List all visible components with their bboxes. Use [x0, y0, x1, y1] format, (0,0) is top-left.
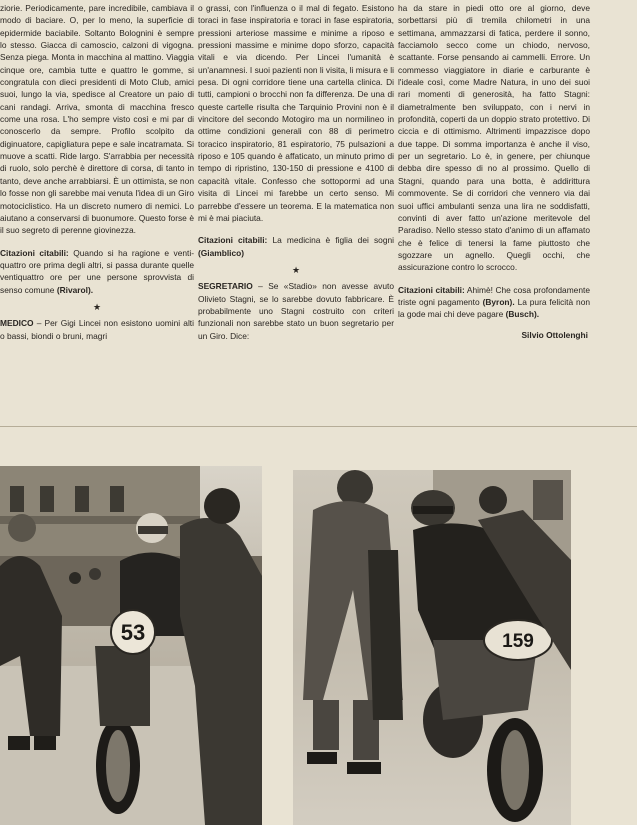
photo-rider-53: [0, 466, 262, 825]
quote-paragraph: [398, 284, 590, 321]
section-star: ★: [92, 301, 102, 312]
quote-text: Quando si ha ragione e venti-quattro ore prima degli altri, si passa durante quelle ventiquattro ore per une persone sprovvista di senso comune: [0, 247, 194, 295]
segretario-text: – Se «Stadio» non avesse avuto Olivieto Stagni, se lo sarebbe dovuto fabbricare. È probabilmente uno Stagni costruito con criteri funzionali non sarebbe stato un buon segretario per un Giro. Dice:: [198, 281, 394, 341]
article-paragraph: ha da stare in piedi otto ore al giorno, deve sorbettarsi più di tremila chilometri in una settimana, ammazzarsi di fatica, perdere il sonno, facciamolo secco come un chiodo, nervoso, scattante. Forse pensando ai cammelli. Errore. Un commesso viaggiatore in diarie e carburante è l'ideale così, come Madre Natura, in uno dei suoi rari momenti di generosità, ha fatto Stagni: diametralmente ben sviluppato, con i nervi in profondità, coperti da un doppio strato protettivo. Di ciccia e di ottimismo. Altrimenti impazzisce dopo due tappe. Di somma importanza è anche il viso, per un segretario. Lo è, in genere, per chiunque debba dire spesso di no al prossimo. Quello di Stagni, quando para una botta, è addirittura commovente. Se di corridori che vennero via dai suoi uffici ambulanti senza una lira ne soddisfatti, convinti di aver fatto un'azione meritevole del Paradiso. Nello stesso stato d'animo di un affamato che è felice di tenersi la fame piuttosto che sgozzare un agnello. Quegli occhi, che assicurazione contro lo scrocco.: [398, 3, 590, 273]
article-paragraph: o grassi, con l'influenza o il mal di fegato. Esistono toraci in fase inspiratoria e toraci in fase espiratoria, pressioni arteriose massime e minime a riposo e pressioni massime e minime dopo sforzo, capacità vitali e via dicendo. Per Lincei l'umanità è un'anamnesi. I suoi pazienti non li visita, li misura e li pesa. Di ogni corridore tiene una cartella clinica. Di tutti, campioni o brocchi non fa differenza. De una di queste cartelle risulta che Tarquinio Provini non è il vincitore del secondo Motogiro ma un normilineo in ottime condizioni generali con 88 di perimetro toracico inspiratorio, 81 espiratorio, 75 pulsazioni a riposo e 105 quando è affaticato, un minuto primo di tempo di ripristino, 130-150 di pressione e 4100 di capacità vitale. Confesso che sottopormi ad una visita di Lincei mi farebbe un certo senso. Mi parrebbe d'essere un teorema. E la matematica non mi è mai piaciuta.: [198, 3, 394, 223]
quote-paragraph: [198, 234, 394, 259]
race-number-label: 159: [502, 631, 534, 652]
quote-author: (Byron).: [482, 296, 515, 307]
quote-label: Citazioni citabili:: [398, 284, 465, 295]
quote-paragraph: [0, 247, 194, 296]
article-paragraph: ziorie. Periodicamente, pare incredibile, cambiava il modo di baciare. O, per lo meno, la superficie di epidermide baciabile. Soltanto Bolognini è sempre lo stesso. Giacca di camoscio, calzoni di vigogna. Senza piega. Monta in macchina al mattino. Viaggia cinque ore, cambia tutte e quattro le gomme, si congratula con dieci presidenti di Moto Club, amici suoi, lungo la via, spedisce al Creatore un paio di cani randagi. Arriva, smonta di macchina fresco come una rosa. L'ho sempre visto così e mi par di conoscerlo da sempre. Profilo scolpito da diginuatore, capigliatura pepe e sale incatramata. Si muove a scatti. Ride largo. S'arrabbia per necessità di ruolo, solo perchè è direttore di corsa, di tanto in tanto, deve anche arrabbiarsi. È un ottimista, se non lo fosse non gli sarebbe mai venuta l'idea di un Giro motociclistico. Ha un discreto numero di nemici. Lo aiutano a conservarsi di buonumore. Questo forse è il suo segreto di perenne giovinezza.: [0, 3, 194, 236]
article-column-3: [398, 2, 590, 341]
quote-author: (Giamblico): [198, 247, 245, 258]
section-heading-medico: MEDICO: [0, 318, 34, 329]
article-column-2: [198, 2, 394, 342]
quote-author: (Rivarol).: [56, 284, 94, 295]
quote-label: Citazioni citabili:: [198, 235, 268, 246]
section-divider: [0, 426, 637, 427]
medico-text: – Per Gigi Lincei non esistono uomini alti o bassi, biondi o bruni, magri: [0, 318, 194, 341]
quote-author-2: (Busch).: [505, 309, 540, 320]
section-heading-segretario: SEGRETARIO: [198, 281, 253, 292]
quote-text: La medicina è figlia dei sogni: [272, 235, 394, 246]
quote-text: Ahimè! Che cosa profondamente triste ogni pagamento: [398, 284, 590, 307]
medico-paragraph: [0, 317, 194, 342]
article-column-1: [0, 2, 194, 342]
segretario-paragraph: [198, 280, 394, 342]
quote-text-2: La pura felicità non la gode mai chi deve pagare: [398, 296, 591, 320]
race-number-label: 53: [120, 620, 146, 645]
photo-rider-159: [293, 470, 571, 825]
quote-label: Citazioni citabili:: [0, 247, 69, 258]
section-star: ★: [291, 264, 301, 275]
author-signature: Silvio Ottolenghi: [521, 329, 588, 340]
